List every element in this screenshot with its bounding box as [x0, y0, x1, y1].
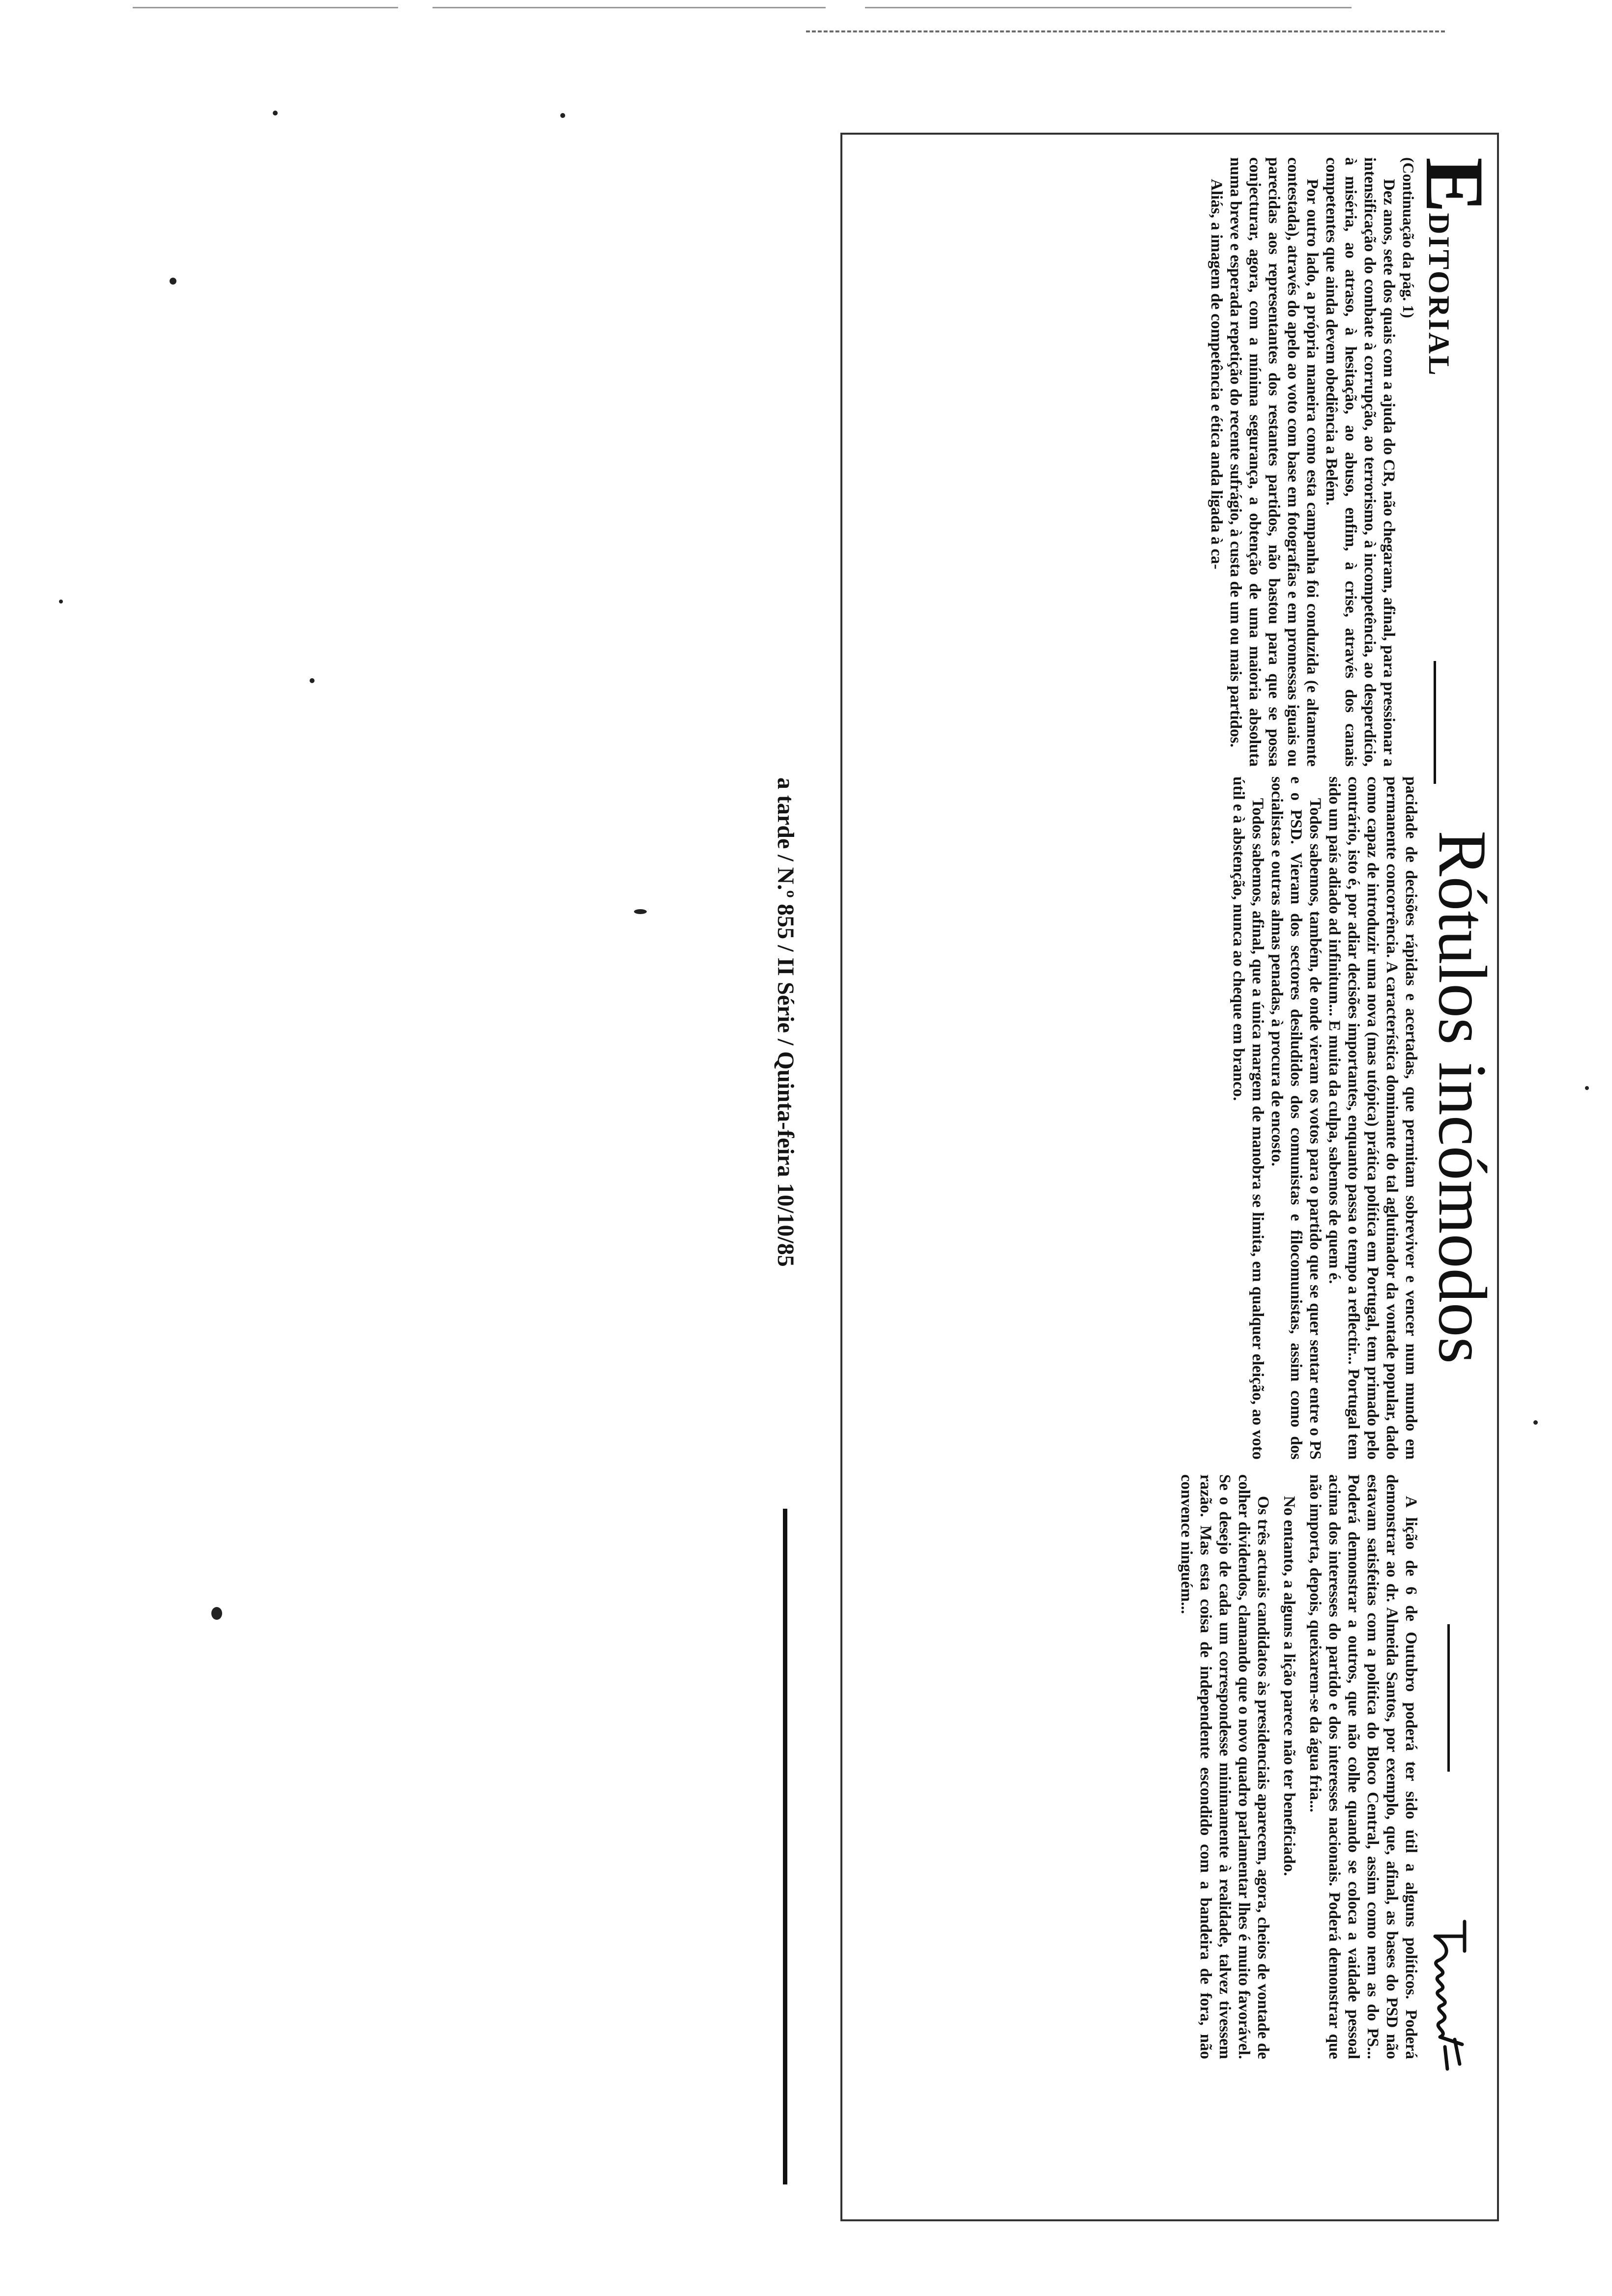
editorial-body	[1207, 157, 1398, 767]
editorial-heading-initial: E	[1409, 157, 1501, 213]
masthead-label: a tarde / N.º 855 / II Série / Quinta-feira 10/10/85	[770, 772, 801, 1273]
continuation-note: (Continuação da pág. 1)	[1400, 157, 1417, 318]
scan-speck	[273, 111, 278, 115]
headline: Rótulos incómodos	[1424, 831, 1500, 1364]
article-paragraph: No entanto, a alguns a lição parece não ter beneficiado.	[1280, 1496, 1298, 1876]
scan-speck	[560, 113, 565, 118]
article-paragraph: Os três actuais candidatos às presidenciais aparecem, agora, cheios de vontade de colher dividendos, clamando que o novo quadro parlamentar lhes é muito favorável. Se o desejo de cada um correspondesse minimamente à realidade, talvez tivessem razão. Mas esta coisa de independente escondido com a bandeira de fora, não convence ninguém...	[1178, 1474, 1272, 2059]
scan-speck	[1585, 1086, 1589, 1090]
scan-edge-rule	[133, 7, 398, 8]
newspaper-clipping	[773, 133, 1501, 2221]
masthead-text	[770, 772, 801, 1509]
editorial-heading-rest: DITORIAL	[1423, 213, 1455, 377]
editorial-paragraph: Dez anos, sete dos quais com a ajuda do CR, não chegaram, afinal, para pressionar a intensificação do combate à corrupção, ao terrorismo, à incompetência, ao desperdício, à miséria, ao atraso, à hesitação, ao abuso, enfim, à crise, através dos canais competentes que ainda devem obediência a Belém.	[1323, 157, 1398, 767]
handwritten-signature	[1425, 1917, 1479, 2074]
article-right-column	[1177, 1474, 1420, 2059]
scan-edge-rule	[432, 7, 826, 8]
masthead-footer	[767, 133, 801, 2221]
scan-speck	[170, 278, 176, 285]
editorial-column	[1207, 157, 1501, 767]
headline-area	[1425, 772, 1499, 1867]
article-paragraph: Todos sabemos, também, de onde vieram os votos para o partido que se quer sentar entre o PS e o PSD. Vieram dos sectores desiludidos dos comunistas e filocomunistas, assim como dos socialistas e outras almas penadas, à procura de encosto.	[1268, 776, 1324, 1460]
scan-speck	[634, 909, 647, 914]
article-middle-column	[1229, 776, 1420, 1460]
article-paragraph: pacidade de decisões rápidas e acertadas, que permitam sobreviver e vencer num mundo em permanente concorrência. A característica dominante do tal aglutinador da vontade popular, dado como capaz de introduzir uma nova (mas utópica) prática política em Portugal, tem primado pelo contrário, isto é, por adiar decisões importantes, enquanto passa o tempo a reflectir... Portugal tem sido um país adiado ad infinitum... E muita da culpa, sabemos de quem é.	[1325, 776, 1420, 1460]
headline-rule	[1447, 1624, 1450, 1772]
editorial-paragraph: Por outro lado, a própria maneira como esta campanha foi conduzida (e altamente contestada), através do apelo ao voto com base em fotografias e em promessas iguais ou parecidas aos representantes dos restantes partidos, não bastou para que se possa conjecturar, agora, com a mínima segurança, a obtenção de uma maioria absoluta numa breve e esperada repetição do recente sufrágio, à custa de um ou mais partidos.	[1227, 157, 1321, 767]
scan-speck	[59, 600, 63, 603]
scan-speck	[1533, 1420, 1538, 1425]
editorial-paragraph: Aliás, a imagem de competência e ética anda ligada à ca-	[1208, 179, 1225, 570]
scan-dashed-rule	[806, 30, 1445, 32]
scan-speck	[310, 678, 315, 683]
scan-speck	[211, 1607, 222, 1620]
editorial-heading-rule	[1434, 661, 1436, 784]
scan-edge-rule	[865, 7, 1352, 8]
article-paragraph: A lição de 6 de Outubro poderá ter sido útil a alguns políticos. Poderá demonstrar ao dr. Almeida Santos, por exemplo, que, afinal, as bases do PSD não estavam satisfeitas com a política do Bloco Central, assim como nem as do PS... Poderá demonstrar a outros, que não colhe quando se coloca a vaidade pessoal acima dos interesses do partido e dos interesses nacionais. Poderá demonstrar que não importa, depois, queixarem-se da água fria...	[1306, 1474, 1420, 2059]
editorial-heading	[1409, 157, 1501, 767]
footer-rule-right	[783, 1423, 787, 2184]
article-paragraph: Todos sabemos, afinal, que a única margem de manobra se limita, em qualquer eleição, ao voto útil e à abstenção, nunca ao cheque em branco.	[1230, 776, 1267, 1460]
